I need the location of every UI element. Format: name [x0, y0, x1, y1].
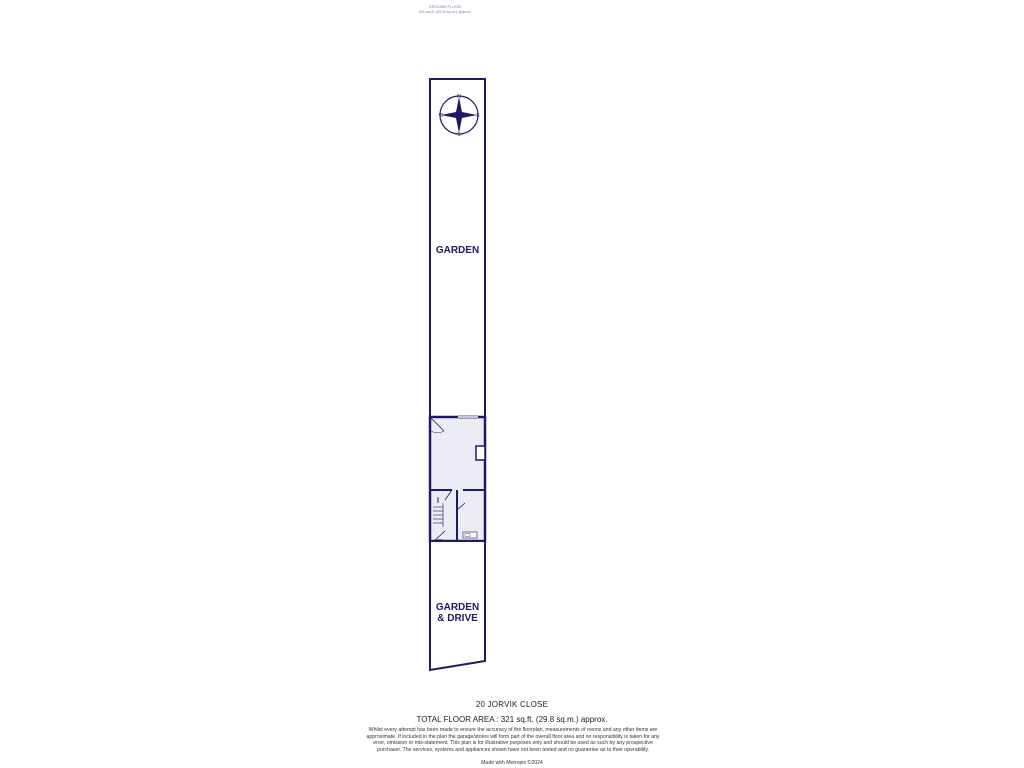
made-with-credit: Made with Metropix ©2024: [481, 760, 543, 766]
house-footprint: [430, 416, 485, 541]
floor-label: GROUND FLOOR: [428, 4, 462, 9]
rear-garden-label: GARDEN: [435, 245, 480, 256]
front-garden-label-line2: & DRIVE: [437, 613, 478, 624]
disclaimer-text: Whilst every attempt has been made to ensure the accuracy of the floorplan, measurements of rooms and any other items are approximate. If included in the plan the garage/stores will form part of the overall floor area and no responsibility is taken for any error, omission or mis-statement. This plan is for illustrative purposes only and should be used as such by any prospective purchaser. The services, systems and appliances shown have not been tested and no guarantee as to their operability.: [366, 727, 660, 753]
compass-east: E: [476, 113, 480, 119]
front-garden-label-line1: GARDEN: [435, 602, 480, 613]
floor-area-header: 321 sq.ft. (29.8 sq.m.) approx.: [418, 9, 472, 14]
compass-north: N: [457, 94, 461, 100]
total-floor-area: TOTAL FLOOR AREA : 321 sq.ft. (29.8 sq.m.) approx.: [416, 715, 608, 724]
chimney-breast: [476, 446, 485, 460]
compass-south: S: [457, 132, 461, 138]
compass-west: W: [438, 113, 444, 119]
property-address: 20 JORVIK CLOSE: [475, 700, 549, 709]
